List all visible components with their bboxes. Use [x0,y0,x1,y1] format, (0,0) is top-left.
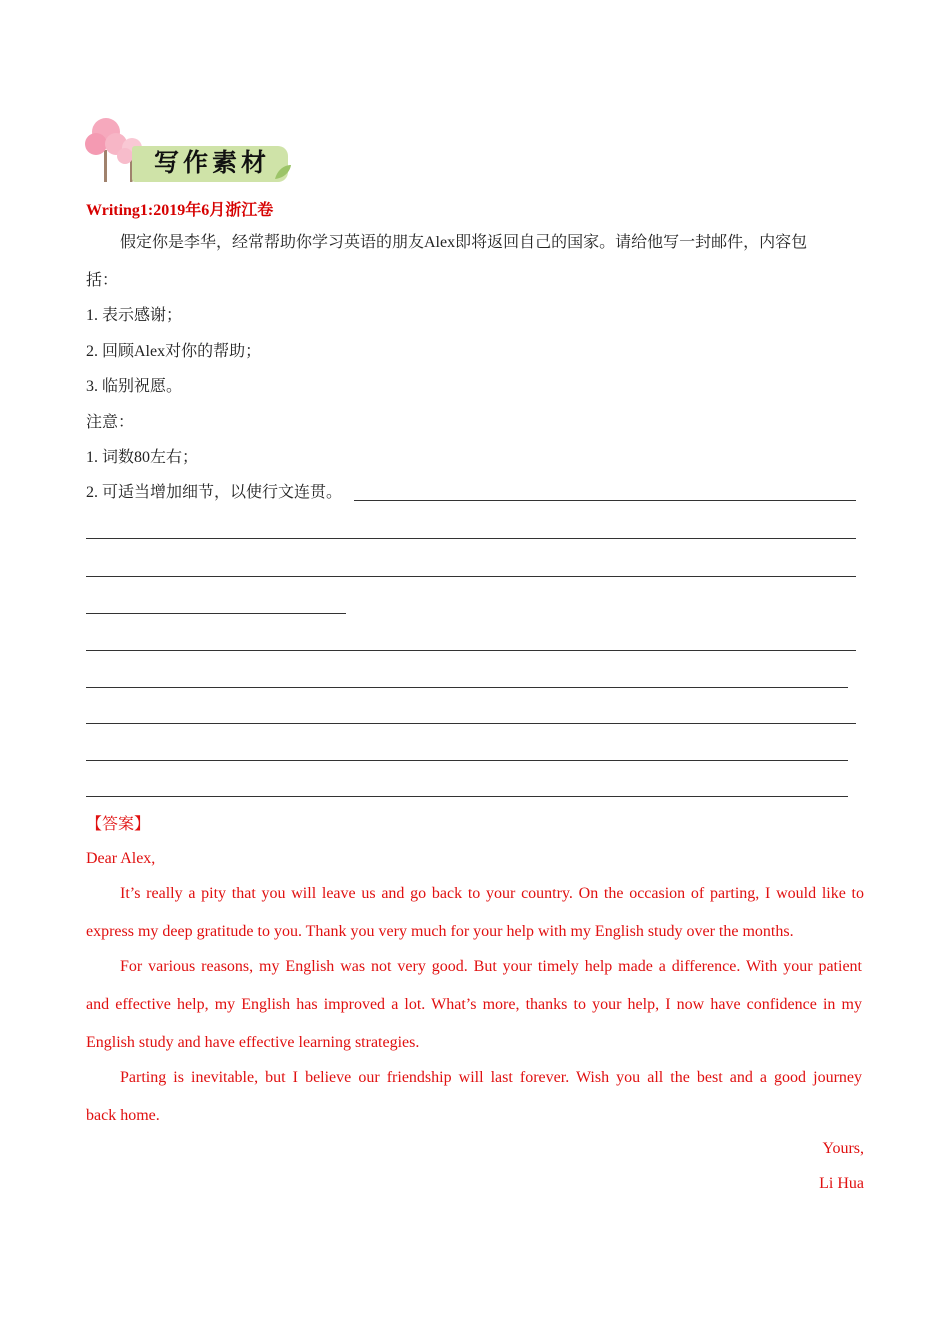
answer-signature: Li Hua [819,1175,864,1192]
writing-line [86,723,856,724]
writing-line [86,687,848,688]
section-banner [84,110,294,186]
prompt-item-1: 1. 表示感谢； [86,307,183,324]
writing-line [86,796,848,797]
prompt-item-3: 3. 临别祝愿。 [86,378,183,395]
answer-line: Parting is inevitable, but I believe our friendship will last forever. Wish you all the best and a good journey [120,1069,862,1086]
prompt-item-2: 2. 回顾Alex对你的帮助； [86,343,262,360]
answer-line: For various reasons, my English was not very good. But your timely help made a difference. With your patient [120,958,862,975]
answer-line: back home. [86,1107,160,1124]
note-2: 2. 可适当增加细节，以使行文连贯。 [86,484,343,501]
prompt-intro-1: 假定你是李华，经常帮助你学习英语的朋友Alex即将返回自己的国家。请给他写一封邮件，内容包 [120,234,808,251]
answer-line: English study and have effective learning strategies. [86,1034,420,1051]
banner-title: 写作素材 [154,148,271,177]
answer-greeting: Dear Alex, [86,850,156,867]
answer-label: 【答案】 [86,816,151,833]
writing-line [354,500,856,501]
note-1: 1. 词数80左右； [86,449,199,466]
answer-line: It’s really a pity that you will leave us and go back to your country. On the occasion of parting, I would like to [120,885,864,902]
writing-line [86,576,856,577]
leaf-icon [274,164,292,180]
answer-line: and effective help, my English has improved a lot. What’s more, thanks to your help, I now have confidence in my [86,996,862,1013]
exercise-heading: Writing1:2019年6月浙江卷 [86,202,274,219]
writing-line [86,538,856,539]
answer-closing: Yours, [822,1140,864,1157]
answer-line: express my deep gratitude to you. Thank you very much for your help with my English study over the months. [86,923,794,940]
notes-label: 注意： [86,414,135,431]
writing-line [86,650,856,651]
prompt-intro-2: 括： [86,272,119,289]
writing-line [86,760,848,761]
writing-line [86,613,346,614]
